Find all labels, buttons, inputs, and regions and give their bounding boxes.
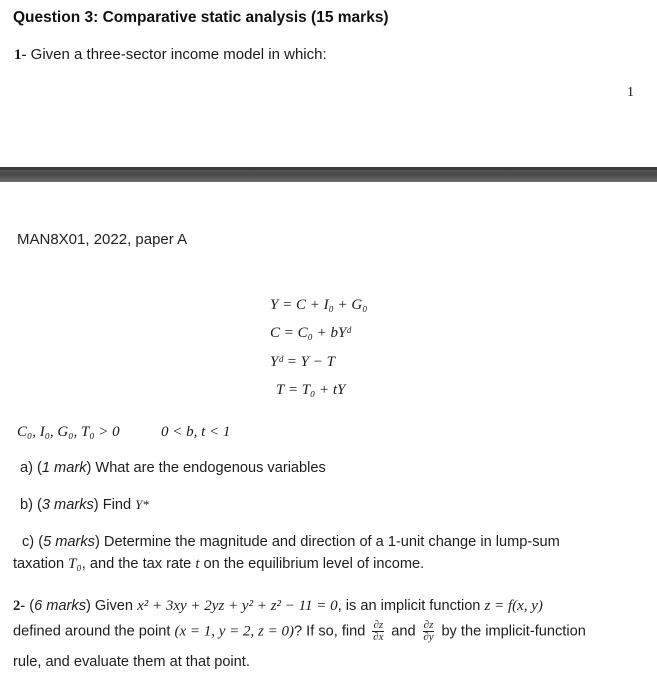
partial-z-x-fraction <box>372 620 384 643</box>
question-2-line-3: rule, and evaluate them at that point. <box>13 654 250 670</box>
equation-4: T = T₀ + tY <box>276 382 346 398</box>
part-c-marks: 5 marks <box>43 534 95 550</box>
part-b-text: ) Find <box>93 497 136 513</box>
question-2-number: 2- <box>13 598 26 614</box>
question-1-text: Given a three-sector income model in which: <box>30 46 327 63</box>
fraction-1-denominator: ∂x <box>373 631 384 643</box>
part-c-symbol-t: t <box>195 556 200 572</box>
part-c-line-1 <box>22 534 560 550</box>
question-2-marks: 6 marks <box>34 598 86 614</box>
part-a-marks: 1 mark <box>41 460 87 476</box>
question-2-mid: , is an implicit function <box>337 598 485 614</box>
part-a-text: ) What are the endogenous variables <box>86 460 326 476</box>
equation-1: Y = C + I₀ + G₀ <box>270 297 368 313</box>
question-2-close: ) Given <box>86 598 138 614</box>
part-c-text-2c: on the equilibrium level of income. <box>199 556 425 572</box>
question-2-function: z = f(x, y) <box>484 598 543 614</box>
part-b-symbol: Y* <box>135 497 149 512</box>
partial-z-y-fraction <box>423 620 435 643</box>
question-title: Question 3: Comparative static analysis (15 marks) <box>13 9 389 26</box>
fraction-2-numerator: ∂z <box>423 619 434 631</box>
paper-id: MAN8X01, 2022, paper A <box>17 231 188 248</box>
question-1-number: 1- <box>14 47 27 63</box>
page-number: 1 <box>627 85 634 100</box>
question-2-point: (x = 1, y = 2, z = 0) <box>174 623 294 640</box>
part-c-text-2a: taxation <box>13 556 69 572</box>
equation-3: Yᵈ = Y − T <box>270 354 335 370</box>
equation-2: C = C₀ + bYᵈ <box>270 325 351 341</box>
part-c-text-1: ) Determine the magnitude and direction of a 1-unit change in lump-sum <box>94 534 560 550</box>
condition-bounds: 0 < b, t < 1 <box>161 424 231 440</box>
part-c-prefix: c) ( <box>22 534 44 550</box>
question-1-intro <box>14 46 327 64</box>
question-2-and: and <box>391 623 416 640</box>
question-2-text-2c: by the implicit-function <box>441 623 586 640</box>
question-2-text-2b: ? If so, find <box>294 623 366 640</box>
part-a <box>20 460 326 476</box>
part-c-line-2 <box>13 556 424 573</box>
part-b <box>20 497 149 513</box>
part-c-symbol-t0: T₀ <box>68 556 82 572</box>
condition-positive: C₀, I₀, G₀, T₀ > 0 <box>17 424 120 440</box>
question-2-text-2a: defined around the point <box>13 623 175 640</box>
part-c-text-2b: , and the tax rate <box>81 556 196 572</box>
page-divider <box>0 167 657 182</box>
fraction-2-denominator: ∂y <box>423 631 434 643</box>
fraction-1-numerator: ∂z <box>373 619 384 631</box>
question-2-open: ( <box>25 598 35 614</box>
question-2-line-1 <box>13 598 543 615</box>
question-2-line-2 <box>13 620 586 643</box>
part-a-prefix: a) ( <box>20 460 42 476</box>
question-2-equation: x² + 3xy + 2yz + y² + z² − 11 = 0 <box>137 598 338 614</box>
part-b-marks: 3 marks <box>41 497 94 513</box>
part-b-prefix: b) ( <box>20 497 42 513</box>
